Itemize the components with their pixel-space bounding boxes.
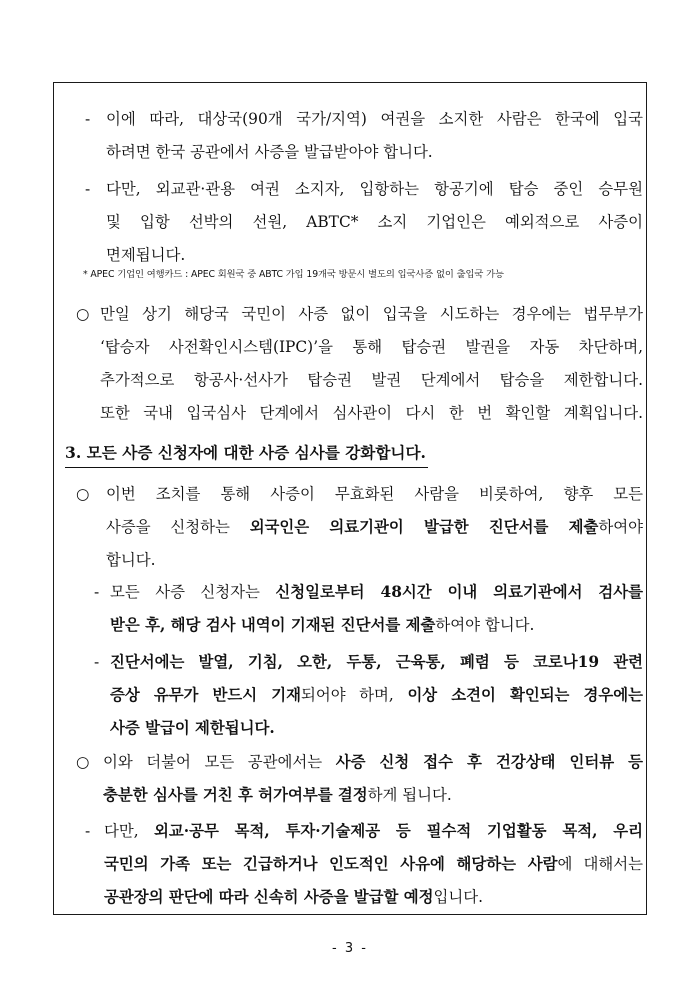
text-span: 하게 됩니다. (367, 786, 452, 804)
text-line: 이번 조치를 통해 사증이 무효화된 사람을 비롯하여, 향후 모든 (106, 485, 643, 503)
text-line: 사증 발급이 제한됩니다. (110, 719, 275, 737)
bold-text: 국민의 가족 또는 긴급하거나 인도적인 사유에 해당하는 사람 (104, 855, 558, 873)
text-span: 입니다. (433, 888, 483, 906)
bold-text: 받은 후, 해당 검사 내역이 기재된 진단서를 제출 (110, 616, 436, 634)
paragraph-symptoms (110, 646, 643, 745)
paragraph-exceptions (104, 815, 643, 914)
text-line (110, 679, 643, 712)
circle-bullet: ○ (76, 753, 90, 771)
text-span: 하여야 합니다. (435, 616, 535, 634)
dash-marker: - (94, 653, 100, 671)
text-line (103, 746, 643, 779)
dash-marker: - (94, 583, 100, 601)
text-line: 이에 따라, 대상국(90개 국가/지역) 여권을 소지한 사람은 한국에 입국 (106, 110, 643, 128)
text-line (110, 609, 643, 642)
text-line: 합니다. (106, 551, 156, 569)
text-line (110, 576, 643, 609)
section-heading: 3. 모든 사증 신청자에 대한 사증 심사를 강화합니다. (65, 439, 428, 468)
text-span: 다만, (104, 822, 154, 840)
text-line: 면제됩니다. (106, 246, 186, 264)
text-line (104, 848, 643, 881)
bold-text: 충분한 심사를 거친 후 허가여부를 결정 (103, 786, 368, 804)
text-line (106, 511, 643, 544)
text-span: 하여야 (598, 518, 643, 536)
text-span: 에 대해서는 (557, 855, 643, 873)
dash-marker: - (85, 110, 91, 128)
paragraph-medical-certificate (106, 478, 643, 577)
text-span: 사증을 신청하는 (106, 518, 250, 536)
text-line: 또한 국내 입국심사 단계에서 심사관이 다시 한 번 확인할 계획입니다. (100, 404, 643, 422)
paragraph-interview (103, 746, 643, 812)
bold-text: 사증 신청 접수 후 건강상태 인터뷰 등 (335, 753, 643, 771)
text-span: 되어야 하며, (300, 686, 408, 704)
text-line (104, 881, 643, 914)
text-line: 하려면 한국 공관에서 사증을 발급받아야 합니다. (106, 143, 433, 161)
page-number: - 3 - (332, 941, 368, 956)
paragraph-visa-exemption (106, 173, 643, 272)
paragraph-ipc-blocking (100, 298, 643, 430)
bold-text: 외교·공무 목적, 투자·기술제공 등 필수적 기업활동 목적, 우리 (153, 822, 643, 840)
text-line: 다만, 외교관·관용 여권 소지자, 입항하는 항공기에 탑승 중인 승무원 (106, 180, 643, 198)
bold-text: 외국인은 의료기관이 발급한 진단서를 제출 (249, 518, 599, 536)
text-span: 이와 더불어 모든 공관에서는 (103, 753, 336, 771)
paragraph-visa-requirement (106, 103, 643, 169)
circle-bullet: ○ (76, 485, 90, 503)
bold-text: 이상 소견이 확인되는 경우에는 (407, 686, 643, 704)
dash-marker: - (85, 822, 91, 840)
text-line: 진단서에는 발열, 기침, 오한, 두통, 근육통, 폐렴 등 코로나19 관련 (110, 653, 643, 671)
bold-text: 공관장의 판단에 따라 신속히 사증을 발급할 예정 (104, 888, 434, 906)
bold-text: 신청일로부터 48시간 이내 의료기관에서 검사를 (275, 583, 643, 601)
text-line: 및 입항 선박의 선원, ABTC* 소지 기업인은 예외적으로 사증이 (106, 213, 643, 231)
text-line (104, 815, 643, 848)
text-line: 만일 상기 해당국 국민이 사증 없이 입국을 시도하는 경우에는 법무부가 (100, 305, 643, 323)
paragraph-48h-test (110, 576, 643, 642)
text-span: 모든 사증 신청자는 (110, 583, 276, 601)
text-line: 추가적으로 항공사·선사가 탑승권 발권 단계에서 탑승을 제한합니다. (100, 371, 643, 389)
text-line (103, 779, 643, 812)
text-line: ‘탑승자 사전확인시스템(IPC)’을 통해 탑승권 발권을 자동 차단하며, (100, 338, 643, 356)
bold-text: 증상 유무가 반드시 기재 (110, 686, 301, 704)
dash-marker: - (85, 180, 91, 198)
circle-bullet: ○ (76, 305, 90, 323)
abtc-footnote: * APEC 기업인 여행카드 : APEC 회원국 중 ABTC 가입 19개국 방문시 별도의 입국사증 없이 출입국 가능 (83, 269, 504, 280)
